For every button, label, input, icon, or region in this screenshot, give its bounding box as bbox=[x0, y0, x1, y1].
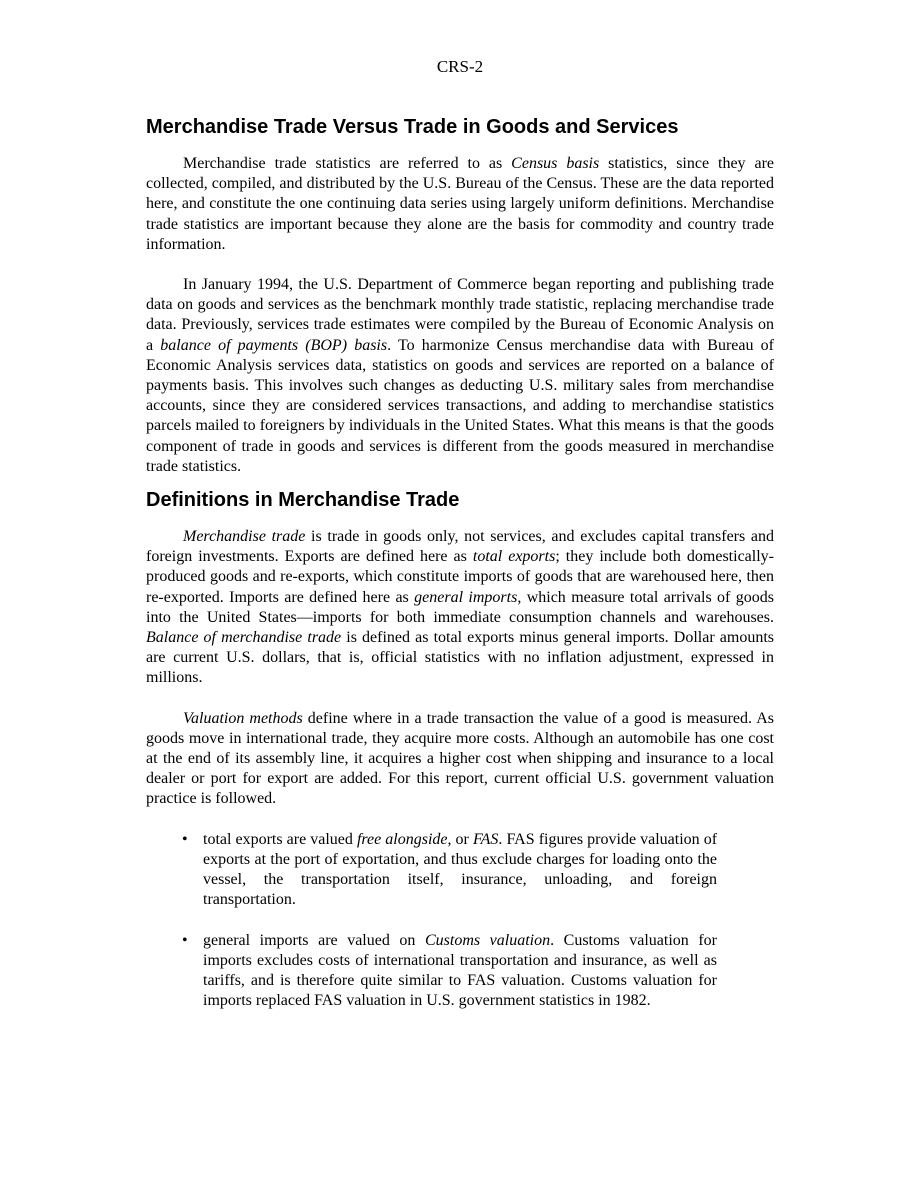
valuation-bullet-list bbox=[146, 830, 717, 1012]
text-run: general imports are valued on bbox=[203, 931, 425, 949]
text-run: define where in a trade transaction the value of a good is measured. As goods move in international trade, they acquire more costs. Although an automobile has one cost at the end of its assembly line, it acquires a higher cost when shipping and insurance to a local dealer or port for export are added. For this report, current official U.S. government valuation practice is followed. bbox=[146, 709, 774, 808]
section-heading-merchandise-vs-goods-services: Merchandise Trade Versus Trade in Goods and Services bbox=[146, 116, 679, 138]
text-run: is trade in goods only, not services, and excludes capital transfers and foreign investments. Exports are defined here as bbox=[146, 528, 775, 566]
text-run: ; they include both domestically-produced goods and re-exports, which constitute imports of goods that are warehoused here, then re-exported. Imports are defined here as bbox=[146, 548, 774, 606]
paragraph-census-basis bbox=[146, 154, 774, 255]
italic-term-valuation-methods: Valuation methods bbox=[183, 709, 303, 727]
text-run: In January 1994, the U.S. Department of Commerce began reporting and publishing trade data on goods and services as the benchmark monthly trade statistic, replacing merchandise trade data. Previously, services trade estimates were compiled by the Bureau of Economic Analysis on a bbox=[146, 276, 774, 354]
italic-term-merchandise-trade: Merchandise trade bbox=[183, 528, 306, 546]
text-run: . Customs valuation for imports excludes costs of international transportation and insurance, as well as tariffs, and is therefore quite similar to FAS valuation. Customs valuation for imports replaced FAS valuation in U.S. government statistics in 1982. bbox=[203, 931, 717, 1010]
page-header: CRS-2 bbox=[436, 57, 484, 76]
italic-term-total-exports: total exports bbox=[472, 548, 556, 566]
italic-term-customs-valuation: Customs valuation bbox=[424, 931, 551, 949]
bullet-icon: • bbox=[182, 931, 188, 949]
paragraph-bop-basis bbox=[146, 275, 774, 477]
text-run: is defined as total exports minus general imports. Dollar amounts are current U.S. dollars, that is, official statistics with no inflation adjustment, expressed in millions. bbox=[146, 629, 774, 687]
bullet-item-total-exports bbox=[182, 830, 718, 911]
paragraph-valuation-methods bbox=[146, 709, 774, 810]
page-content bbox=[146, 113, 774, 1011]
paragraph-merchandise-trade-definition bbox=[146, 527, 774, 689]
bullet-item-general-imports bbox=[182, 931, 717, 1012]
section-heading-definitions: Definitions in Merchandise Trade bbox=[146, 489, 460, 512]
text-run: , or bbox=[447, 830, 473, 848]
text-run: . To harmonize Census merchandise data with Bureau of Economic Analysis services data, statistics on goods and services are reported on a balance of payments basis. This involves such changes as deducting U.S. military sales from merchandise accounts, since they are considered services transactions, and adding to merchandise statistics parcels mailed to foreigners by individuals in the United States. What this means is that the goods component of trade in goods and services is different from the goods measured in merchandise trade statistics. bbox=[146, 336, 775, 475]
text-run: . FAS figures provide valuation of exports at the port of exportation, and thus exclude charges for loading onto the vessel, the transportation itself, insurance, unloading, and foreign transportation. bbox=[203, 830, 718, 909]
text-run: statistics, since they are collected, compiled, and distributed by the U.S. Bureau of the Census. These are the data reported here, and constitute the one continuing data series using largely uniform definitions. Merchandise trade statistics are important because they alone are the basis for commodity and country trade information. bbox=[146, 155, 775, 253]
text-run: , which measure total arrivals of goods into the United States—imports for both immediate consumption channels and warehouses. bbox=[146, 588, 774, 626]
bullet-icon: • bbox=[182, 830, 188, 848]
italic-term-bop-basis: balance of payments (BOP) basis bbox=[160, 336, 388, 354]
italic-term-general-imports: general imports bbox=[414, 588, 518, 606]
italic-term-free-alongside: free alongside bbox=[356, 830, 448, 848]
text-run: Merchandise trade statistics are referred to as bbox=[183, 155, 512, 172]
italic-term-balance-of-trade: Balance of merchandise trade bbox=[146, 629, 342, 647]
italic-term-fas: FAS bbox=[472, 830, 499, 848]
text-run: total exports are valued bbox=[203, 830, 357, 848]
italic-term-census-basis: Census basis bbox=[511, 155, 600, 172]
